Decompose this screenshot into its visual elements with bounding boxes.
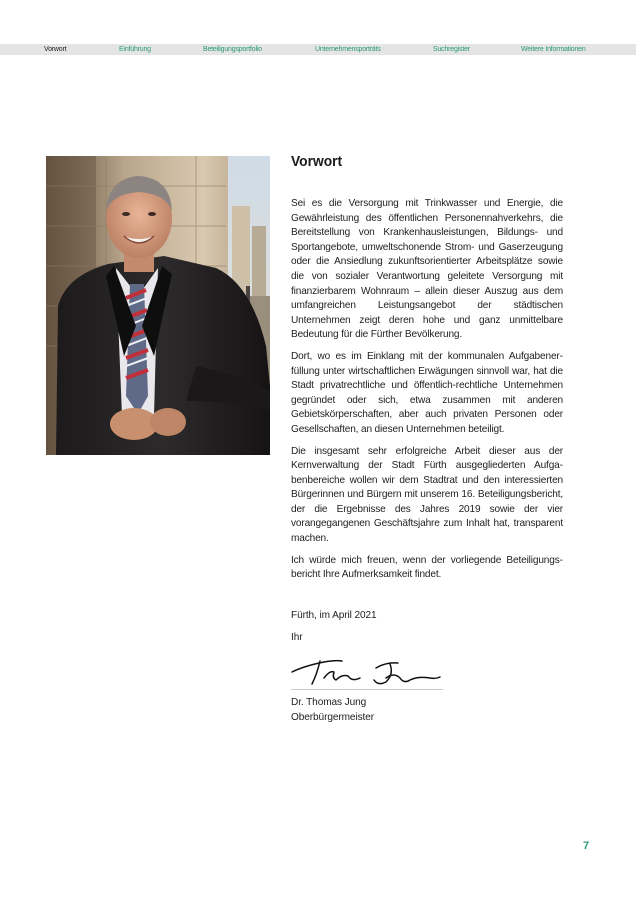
salutation: Ihr [291,632,303,643]
nav-item-weitere-informationen[interactable]: Weitere Informationen [521,46,586,53]
signatory-title: Oberbürgermeister [291,712,375,723]
nav-item-vorwort[interactable]: Vorwort [44,46,67,53]
page-number: 7 [583,840,590,852]
handwritten-signature [290,652,442,692]
paragraph: Die insgesamt sehr erfolgreiche Arbeit dieser aus der Kernverwaltung der Stadt Fürth ausgegliederten Aufgabenbereiche wollen wir dem Stadtrat und den interessierten Bürgerinnen und Bürgern mit unserem 16. Beteiligungsbericht, der die Ergebnisse des Jahres 2019 sowie der vier vorangegangenen Geschäftsjahre zum Inhalt hat, transparent machen. [291,445,563,545]
nav-item-beteiligungsportfolio[interactable]: Beteiligungsportfolio [203,46,262,53]
signatory-name: Dr. Thomas Jung [291,697,367,708]
page-title: Vorwort [291,153,343,170]
paragraph: Dort, wo es im Einklang mit der kommunalen Aufgabenerfüllung unter wirtschaftlichen Erwägungen sinnvoll war, hat die Stadt privatrechtliche und öffentlich-rechtliche Unternehmen gegründet oder sich, etwa zusammen mit anderen Gebietskörperschaften, aber auch privaten Personen oder Gesellschaften, an diesen Unternehmen beteiligt. [291,350,563,435]
place-date: Fürth, im April 2021 [291,610,377,621]
nav-item-einfuehrung[interactable]: Einführung [119,46,151,53]
nav-item-suchregister[interactable]: Suchregister [433,46,470,53]
top-navigation [0,44,636,55]
paragraph: Sei es die Versorgung mit Trinkwasser und Energie, die Gewährleistung des öffentlichen Personennahverkehrs, die Bereitstellung von Krankenhausleistungen, Bildungs- und Sportangebote, umweltschonende Strom- und Gaserzeugung oder die Ansiedlung zukunftsorientierter Arbeitsplätze sowie die von sozialer Verantwortung geleitete Versorgung mit finanzierbarem Wohnraum – allein dieser Auszug aus dem umfangreichen Leistungsangebot der städtischen Unternehmen zeigt deren hohe und ganz unmittelbare Bedeutung für die Fürther Bevölkerung. [291,198,563,341]
paragraph: Ich würde mich freuen, wenn der vorliegende Beteiligungsbericht Ihre Aufmerksamkeit findet. [291,554,563,581]
signature-line [291,689,443,690]
nav-item-unternehmensportraets[interactable]: Unternehmensporträts [315,46,381,53]
portrait-photo [46,156,270,455]
foreword-body [291,197,563,590]
